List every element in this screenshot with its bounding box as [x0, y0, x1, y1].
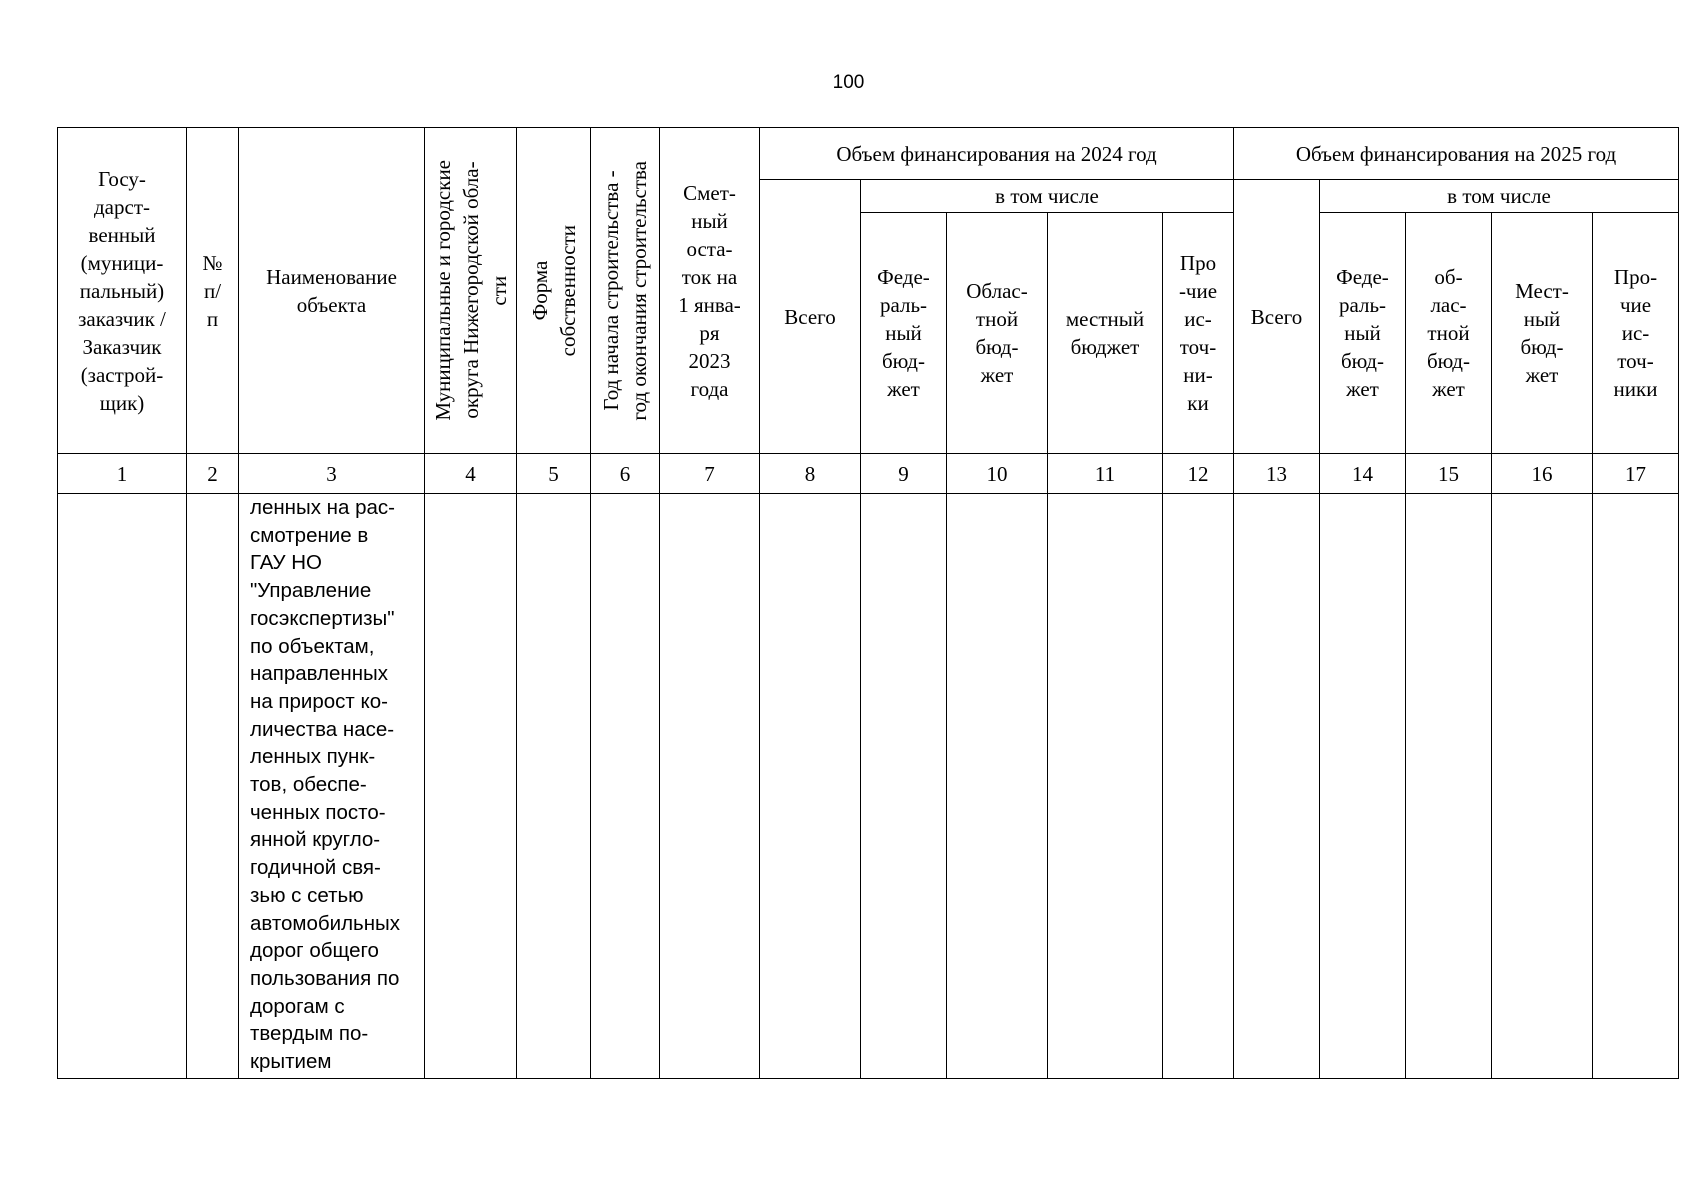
column-number: 11	[1048, 454, 1163, 494]
header-regional-2025: об- лас- тной бюд- жет	[1406, 213, 1492, 454]
header-balance: Смет- ный оста- ток на 1 янва- ря 2023 года	[660, 128, 760, 454]
table-cell	[1492, 494, 1593, 1079]
table-cell	[1234, 494, 1320, 1079]
header-customer: Госу- дарст- венный (муници- пальный) заказчик / Заказчик (застрой- щик)	[58, 128, 187, 454]
table-cell	[1048, 494, 1163, 1079]
column-number: 3	[239, 454, 425, 494]
header-district-cell	[425, 128, 517, 454]
column-number: 4	[425, 454, 517, 494]
header-object-name: Наименование объекта	[239, 128, 425, 454]
column-number: 8	[760, 454, 861, 494]
column-number: 14	[1320, 454, 1406, 494]
header-local-2024: местный бюджет	[1048, 213, 1163, 454]
column-number: 13	[1234, 454, 1320, 494]
header-including-2024: в том числе	[861, 180, 1234, 213]
header-ownership: Форма собственности	[527, 224, 580, 357]
header-federal-2024: Феде- раль- ный бюд- жет	[861, 213, 947, 454]
financing-table	[57, 127, 1679, 1079]
header-financing-2025: Объем финансирования на 2025 год	[1234, 128, 1679, 180]
column-number: 9	[861, 454, 947, 494]
header-total-2025: Всего	[1234, 180, 1320, 454]
table-row	[58, 494, 1679, 1079]
header-total-2024: Всего	[760, 180, 861, 454]
table-cell	[1320, 494, 1406, 1079]
table-cell	[187, 494, 239, 1079]
object-name-text: ленных на рас- смотрение в ГАУ НО "Управление госэкспертизы" по объектам, направленных на прирост ко- личества насе- ленных пунк- тов, обеспе- ченных посто- янной кругло- годичной свя- зью с сетью автомобильных дорог общего пользования по дорогам с твердым по- крытием	[250, 496, 401, 1074]
header-local-2025: Мест- ный бюд- жет	[1492, 213, 1593, 454]
header-ownership-cell	[517, 128, 591, 454]
table-cell	[1406, 494, 1492, 1079]
column-number: 10	[947, 454, 1048, 494]
table-cell	[660, 494, 760, 1079]
header-regional-2024: Облас- тной бюд- жет	[947, 213, 1048, 454]
object-name-cell	[239, 494, 425, 1079]
header-years: Год начала строительства - год окончания строительства	[599, 160, 651, 421]
column-number: 17	[1593, 454, 1679, 494]
table-cell	[425, 494, 517, 1079]
table-cell	[861, 494, 947, 1079]
header-financing-2024: Объем финансирования на 2024 год	[760, 128, 1234, 180]
table-cell	[517, 494, 591, 1079]
header-number: № п/ п	[187, 128, 239, 454]
column-number: 6	[591, 454, 660, 494]
table-cell	[760, 494, 861, 1079]
table-cell	[1593, 494, 1679, 1079]
column-number: 15	[1406, 454, 1492, 494]
table-cell	[947, 494, 1048, 1079]
column-number: 5	[517, 454, 591, 494]
column-number-row	[58, 454, 1679, 494]
column-number: 16	[1492, 454, 1593, 494]
header-years-cell	[591, 128, 660, 454]
column-number: 2	[187, 454, 239, 494]
column-number: 1	[58, 454, 187, 494]
table-cell	[591, 494, 660, 1079]
column-number: 7	[660, 454, 760, 494]
header-including-2025: в том числе	[1320, 180, 1679, 213]
table-cell	[58, 494, 187, 1079]
column-number: 12	[1163, 454, 1234, 494]
header-federal-2025: Феде- раль- ный бюд- жет	[1320, 213, 1406, 454]
page-number: 100	[832, 72, 865, 93]
header-other-2024: Про -чие ис- точ- ни- ки	[1163, 213, 1234, 454]
header-district: Муниципальные и городские округа Нижегородской обла- сти	[430, 160, 511, 421]
header-other-2025: Про- чие ис- точ- ники	[1593, 213, 1679, 454]
table-cell	[1163, 494, 1234, 1079]
